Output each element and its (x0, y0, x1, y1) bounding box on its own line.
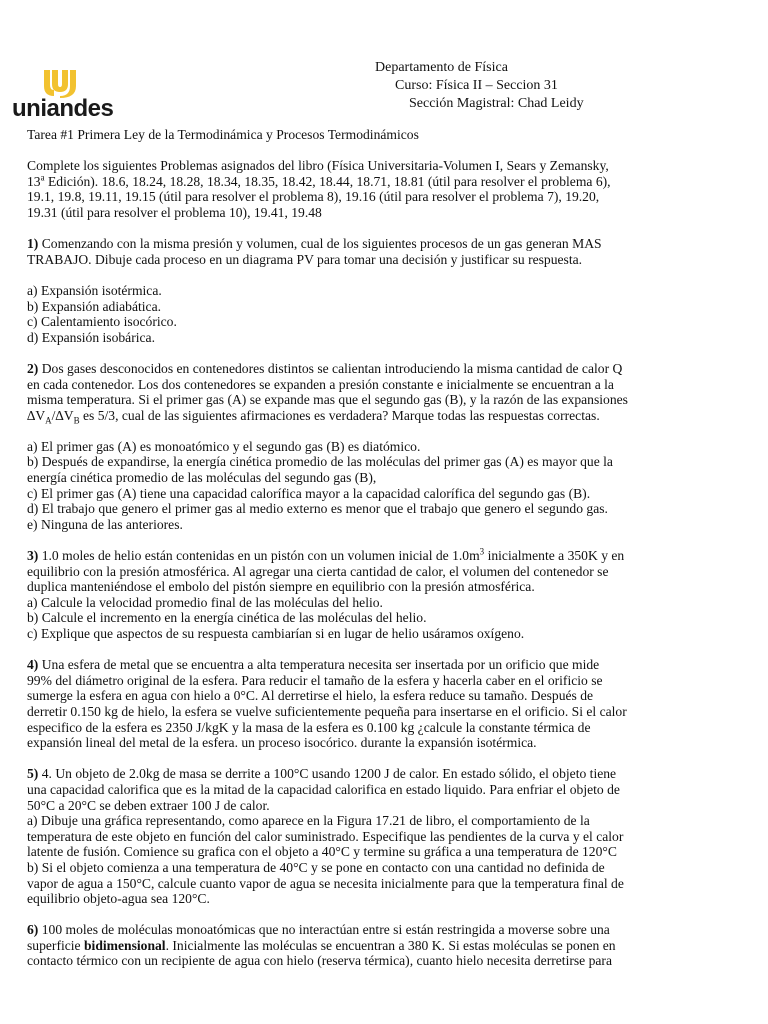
intro-line-text: Edición). 18.6, 18.24, 18.28, 18.34, 18.35, 18.42, 18.44, 18.71, 18.81 (útil para resolver el problema 6), (48, 173, 611, 189)
problem-line (27, 361, 745, 377)
option-item: energía cinética promedio de las moléculas del segundo gas (B), (27, 470, 377, 486)
problem-text: inicialmente a 350K y en (484, 548, 625, 564)
problem-4 (27, 657, 745, 751)
course-line: Curso: Física II – Seccion 31 (395, 78, 558, 93)
problem-number: 3) (27, 548, 39, 564)
uniandes-logo (12, 68, 112, 124)
problem-line: derretir 0.150 kg de hielo, la esfera se vuelve suficientemente pequeña para insertarse en el orificio. Si el calor (27, 703, 627, 719)
problem-line (27, 766, 745, 782)
option-item: d) Expansión isobárica. (27, 329, 155, 345)
problem-line: 50°C a 20°C se deben extraer 100 J de calor. (27, 797, 270, 813)
problem-line: TRABAJO. Dibuje cada proceso en un diagrama PV para tomar una decisión y justificar su respuesta. (27, 251, 583, 267)
edition-superscript: a (40, 172, 45, 183)
problem-line (27, 938, 745, 954)
problem-number: 4) (27, 657, 39, 673)
ratio-sub-b: B (73, 415, 80, 426)
problem-number: 5) (27, 766, 39, 782)
edition-number: 13 (27, 173, 41, 189)
problem-text: 1.0 moles de helio están contenidas en un pistón con un volumen inicial de 1.0m (38, 548, 480, 564)
problem-line: latente de fusión. Comience su grafica con el objeto a 40°C y termine su gráfica a una temperatura de 120°C (27, 844, 617, 860)
problem-text: 4. Un objeto de 2.0kg de masa se derrite a 100°C usando 1200 J de calor. En estado sólido, el objeto tiene (38, 766, 617, 782)
section-line: Sección Magistral: Chad Leidy (409, 96, 584, 111)
problem-6 (27, 922, 745, 969)
option-item: c) El primer gas (A) tiene una capacidad calorífica mayor a la capacidad calorífica del segundo gas (B). (27, 485, 591, 501)
problem-line: misma temperatura. Si el primer gas (A) se expande mas que el segundo gas (B), y la razón de las expansiones (27, 392, 628, 408)
problem-line (27, 657, 745, 673)
problem-line: expansión lineal del metal de la esfera. un proceso isocórico. durante la expansión isotérmica. (27, 735, 537, 751)
problem-1 (27, 236, 745, 345)
intro-line: Complete los siguientes Problemas asignados del libro (Física Universitaria-Volumen I, Sears y Zemansky, (27, 158, 609, 174)
problem-line: a) Dibuje una gráfica representando, como aparece en la Figura 17.21 de libro, el comportamiento de la (27, 813, 590, 829)
problem-line (27, 236, 745, 252)
problem-line: especifico de la esfera es 2350 J/kgK y la masa de la esfera es 0.100 kg ¿calcule la constante térmica de (27, 719, 591, 735)
option-item: c) Calentamiento isocórico. (27, 314, 177, 330)
uniandes-logo-mark (42, 68, 78, 98)
problem-line (27, 922, 745, 938)
document-body (27, 127, 745, 969)
problem-line (27, 408, 745, 424)
problem-2 (27, 361, 745, 533)
department-line: Departamento de Física (375, 60, 508, 75)
problem-line: en cada contenedor. Los dos contenedores se expanden a presión constante e inicialmente se encuentran a la (27, 376, 614, 392)
problem-line: equilibrio objeto-agua sea 120°C. (27, 891, 210, 907)
bold-term: bidimensional (84, 937, 166, 953)
problem-line: sumerge la esfera en agua con hielo a 0°C. Al derretirse el hielo, la esfera reduce su tamaño. Después de (27, 688, 594, 704)
option-item: a) Expansión isotérmica. (27, 282, 162, 298)
intro-line: 19.31 (útil para resolver el problema 10), 19.41, 19.48 (27, 204, 322, 220)
option-item: c) Explique que aspectos de su respuesta cambiarían si en lugar de helio usáramos oxígeno. (27, 626, 525, 641)
problem-text: Comenzando con la misma presión y volumen, cual de los siguientes procesos de un gas generan MAS (38, 236, 602, 252)
intro-line (27, 174, 745, 190)
problem-text: Dos gases desconocidos en contenedores distintos se calientan introduciendo la misma cantidad de calor Q (38, 360, 623, 376)
ratio-delta: ∆V (27, 407, 46, 423)
problem-text: 100 moles de moléculas monoatómicas que no interactúan entre si están restringida a moverse sobre una (38, 922, 610, 938)
document-title: Tarea #1 Primera Ley de la Termodinámica y Procesos Termodinámicos (27, 127, 419, 142)
problem-line: b) Si el objeto comienza a una temperatura de 40°C y se pone en contacto con una cantidad no definida de (27, 859, 605, 875)
problem-5 (27, 766, 745, 906)
problem-line: temperatura de este objeto en función del calor suministrado. Especifique las pendientes de la curva y el calor (27, 828, 624, 844)
problem-line: 99% del diámetro original de la esfera. Para reducir el tamaño de la esfera y hacerla caber en el orificio se (27, 672, 603, 688)
problem-line: duplica manteniéndose el embolo del pistón siempre en equilibrio con la presión atmosférica. (27, 579, 535, 595)
problem-line: contacto térmico con un recipiente de agua con hielo (reserva térmica), cuanto hielo necesita derretirse para (27, 953, 612, 969)
intro-paragraph (27, 158, 745, 220)
option-item: b) Calcule el incremento en la energía cinética de las moléculas del helio. (27, 610, 427, 626)
problem-line (27, 548, 745, 564)
problem-number: 1) (27, 236, 39, 252)
option-item: a) Calcule la velocidad promedio final de las moléculas del helio. (27, 594, 383, 610)
cubic-superscript: 3 (479, 546, 485, 557)
option-item: a) El primer gas (A) es monoatómico y el segundo gas (B) es diatómico. (27, 438, 421, 454)
ratio-slash: /∆V (51, 407, 74, 423)
problem-text: Una esfera de metal que se encuentra a alta temperatura necesita ser insertada por un orificio que mide (38, 657, 600, 673)
problem-line: vapor de agua a 150°C, calcule cuanto vapor de agua se necesita inicialmente para que la temperatura final de (27, 875, 624, 891)
problem-text: . Inicialmente las moléculas se encuentran a 380 K. Si estas moléculas se ponen en (165, 937, 616, 953)
intro-line: 19.1, 19.8, 19.11, 19.15 (útil para resolver el problema 8), 19.16 (útil para resolver el problema 7), 19.20, (27, 189, 600, 205)
uniandes-wordmark: uniandes (12, 95, 114, 122)
problem-number: 6) (27, 922, 39, 938)
ratio-sub-a: A (45, 415, 52, 426)
problem-text: superficie (27, 937, 84, 953)
problem-number: 2) (27, 360, 39, 376)
option-item: b) Después de expandirse, la energía cinética promedio de las moléculas del primer gas (A) es mayor que la (27, 454, 613, 470)
option-item: e) Ninguna de las anteriores. (27, 516, 183, 532)
ratio-rest: es 5/3, cual de las siguientes afirmaciones es verdadera? Marque todas las respuestas correctas. (79, 407, 600, 423)
option-item: d) El trabajo que genero el primer gas al medio externo es menor que el trabajo que genero el segundo gas. (27, 501, 608, 517)
problem-line: una capacidad calorifica que es la mitad de la capacidad calorifica en estado liquido. Para enfriar el objeto de (27, 781, 620, 797)
problem-3 (27, 548, 745, 642)
problem-line: equilibrio con la presión atmosférica. Al agregar una cierta cantidad de calor, el volumen del contenedor se (27, 563, 609, 579)
option-item: b) Expansión adiabática. (27, 298, 161, 314)
